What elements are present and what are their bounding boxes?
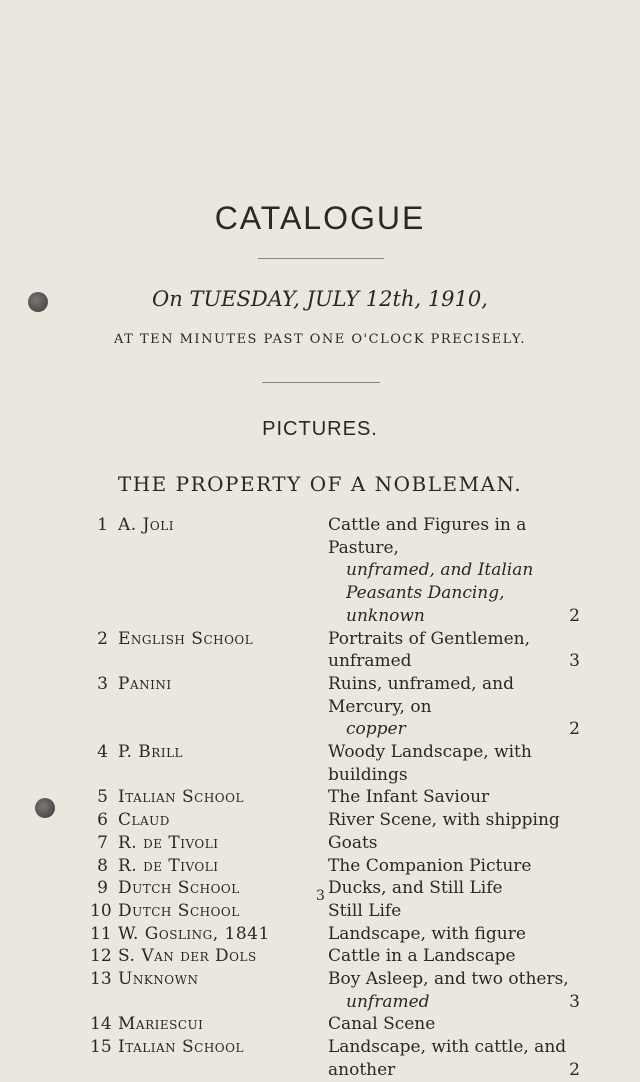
lot-description-block	[328, 1013, 580, 1036]
lot-description-block	[328, 923, 580, 946]
lot-description: Goats	[328, 832, 378, 853]
lot-artist: W. Gosling, 1841	[118, 923, 270, 944]
lot-row	[0, 741, 640, 786]
lot-description: Still Life	[328, 900, 402, 921]
lot-number: 8	[97, 855, 108, 876]
lot-number: 13	[90, 969, 112, 990]
lot-description: Landscape, with cattle, and another	[328, 1037, 567, 1080]
sale-time: AT TEN MINUTES PAST ONE O'CLOCK PRECISELY.	[113, 332, 527, 347]
lot-description: Canal Scene	[328, 1014, 436, 1035]
lot-description: Boy Asleep, and two others,	[328, 969, 569, 990]
catalogue-title: CATALOGUE	[214, 200, 426, 236]
lot-description: Woody Landscape, with buildings	[328, 742, 532, 785]
lot-number: 15	[90, 1037, 112, 1058]
lot-number: 3	[97, 673, 108, 694]
lot-description-continued: unframed	[346, 991, 430, 1012]
lot-artist: Unknown	[118, 969, 199, 990]
lot-row	[0, 514, 640, 628]
lot-list	[0, 514, 640, 1082]
page-number: 3	[316, 888, 325, 904]
lot-artist: R. de Tivoli	[118, 855, 219, 876]
lot-number: 9	[97, 878, 108, 899]
lot-description-block	[328, 673, 580, 741]
lot-artist: P. Brill	[118, 742, 184, 763]
lot-artist: Italian School	[118, 787, 244, 808]
lot-row	[0, 945, 640, 968]
lot-number: 10	[90, 900, 112, 921]
sale-date: On TUESDAY, JULY 12th, 1910,	[152, 287, 488, 311]
lot-number: 4	[97, 742, 108, 763]
lot-description-block	[328, 900, 580, 923]
lot-artist: R. de Tivoli	[118, 832, 219, 853]
lot-number: 14	[90, 1014, 112, 1035]
lot-description-block	[328, 832, 580, 855]
lot-description-block	[328, 1036, 580, 1081]
lot-quantity: 3	[569, 991, 580, 1012]
lot-number: 12	[90, 946, 112, 967]
lot-number: 6	[97, 810, 108, 831]
lot-artist: English School	[118, 628, 254, 649]
lot-description-block	[328, 855, 580, 878]
lot-artist: Panini	[118, 673, 172, 694]
property-heading: THE PROPERTY OF A NOBLEMAN.	[117, 472, 523, 496]
title-rule	[258, 258, 384, 259]
lot-description-block	[328, 968, 580, 1013]
lot-quantity: 2	[569, 605, 580, 626]
lot-description: Cattle and Figures in a Pasture,	[328, 515, 527, 558]
lot-row	[0, 832, 640, 855]
lot-artist: Dutch School	[118, 900, 240, 921]
lot-artist: Dutch School	[118, 878, 240, 899]
lot-number: 2	[97, 628, 108, 649]
lot-artist: Mariescui	[118, 1014, 204, 1035]
lot-description-block	[328, 628, 580, 673]
lot-artist: A. Joli	[118, 515, 174, 535]
lot-quantity: 2	[569, 1059, 580, 1080]
lot-quantity: 3	[569, 651, 580, 672]
lot-description-continued: copper	[346, 719, 406, 740]
lot-number: 1	[97, 515, 108, 535]
lot-row	[0, 1036, 640, 1081]
lot-description: The Companion Picture	[328, 855, 532, 876]
lot-description-continued: unframed, and Italian Peasants Dancing, unknown	[346, 560, 534, 626]
lot-number: 5	[97, 787, 108, 808]
lot-description: Portraits of Gentlemen, unframed	[328, 628, 530, 672]
lot-row	[0, 855, 640, 878]
lot-quantity: 2	[569, 719, 580, 740]
lot-artist: Claud	[118, 810, 170, 831]
lot-artist: S. Van der Dols	[118, 946, 257, 967]
lot-artist: Italian School	[118, 1037, 244, 1058]
lot-number: 11	[90, 923, 112, 944]
lot-row	[0, 786, 640, 809]
lot-description: Ruins, unframed, and Mercury, on	[328, 673, 514, 717]
lot-row	[0, 1013, 640, 1036]
section-heading: PICTURES.	[262, 418, 378, 440]
lot-description-block	[328, 786, 580, 809]
lot-row	[0, 923, 640, 946]
lot-description: Landscape, with figure	[328, 923, 526, 944]
lot-description-block	[328, 514, 580, 628]
lot-description: Ducks, and Still Life	[328, 878, 503, 899]
lot-description-block	[328, 945, 580, 968]
lot-description: River Scene, with shipping	[328, 810, 560, 831]
lot-description: The Infant Saviour	[328, 787, 490, 808]
lot-description-block	[328, 809, 580, 832]
lot-row	[0, 809, 640, 832]
lot-description-block	[328, 741, 580, 786]
date-rule	[262, 382, 380, 383]
lot-number: 7	[97, 832, 108, 853]
lot-row	[0, 673, 640, 741]
lot-row	[0, 968, 640, 1013]
lot-description-block	[328, 877, 580, 900]
lot-row	[0, 628, 640, 673]
lot-description: Cattle in a Landscape	[328, 946, 516, 967]
